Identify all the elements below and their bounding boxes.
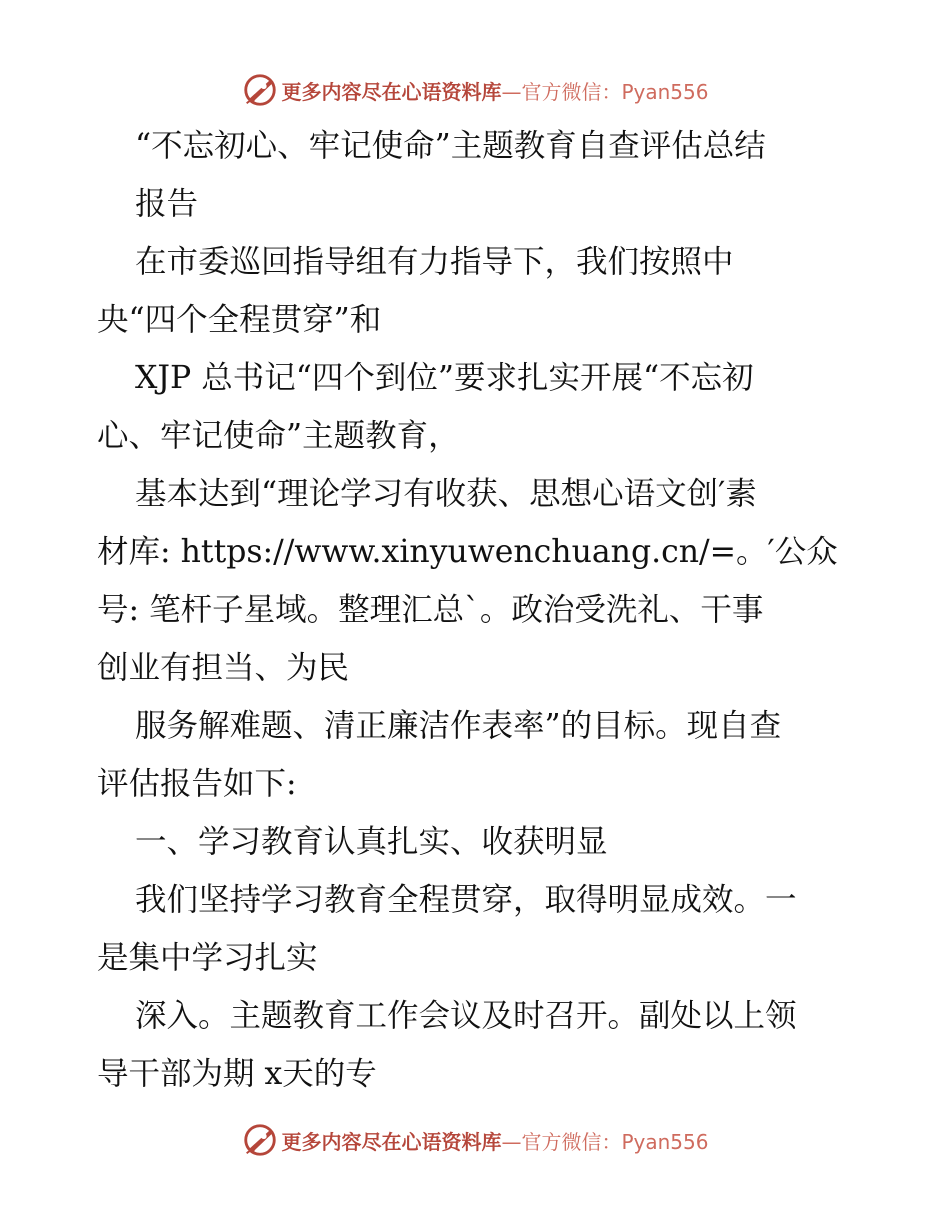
watermark-sub-text: —官方微信：Pyan556 <box>501 1129 709 1154</box>
watermark-main-text: 更多内容尽在心语资料库 <box>281 79 502 104</box>
watermark-sub-text: —官方微信：Pyan556 <box>501 79 709 104</box>
watermark-banner-bottom <box>0 1118 950 1162</box>
document-body <box>97 117 857 1103</box>
paragraph-line: 是集中学习扎实 <box>97 940 318 976</box>
paragraph-line: XJP 总书记“四个到位”要求扎实开展“不忘初 <box>135 360 754 396</box>
watermark-banner-top <box>0 68 950 112</box>
paragraph-line: 央“四个全程贯穿”和 <box>97 302 382 338</box>
paragraph-line: 基本达到“理论学习有收获、思想心语文创′素 <box>135 476 757 512</box>
pen-nib-logo-icon <box>241 71 279 109</box>
paragraph-line: 服务解难题、清正廉洁作表率”的目标。现自查 <box>135 708 782 744</box>
paragraph-line: 导干部为期 x天的专 <box>97 1056 377 1092</box>
title-line-2: 报告 <box>135 186 199 222</box>
paragraph-line: 号: 笔杆子星域。整理汇总ˋ。政治受洗礼、干事 <box>97 592 764 628</box>
paragraph-line: 创业有担当、为民 <box>97 650 350 686</box>
paragraph-line: 材库: https://www.xinyuwenchuang.cn/=。′公众 <box>97 534 838 570</box>
paragraph-line: 评估报告如下: <box>97 766 297 802</box>
paragraph-line: 心、牢记使命”主题教育， <box>97 418 460 454</box>
title-line-1: “不忘初心、牢记使命”主题教育自查评估总结 <box>135 128 766 164</box>
paragraph-line: 在市委巡回指导组有力指导下，我们按照中 <box>135 244 734 280</box>
paragraph-line: 深入。主题教育工作会议及时召开。副处以上领 <box>135 998 797 1034</box>
section-heading: 一、学习教育认真扎实、收获明显 <box>135 824 608 860</box>
pen-nib-logo-icon <box>241 1121 279 1159</box>
paragraph-line: 我们坚持学习教育全程贯穿，取得明显成效。一 <box>135 882 797 918</box>
watermark-main-text: 更多内容尽在心语资料库 <box>281 1129 502 1154</box>
